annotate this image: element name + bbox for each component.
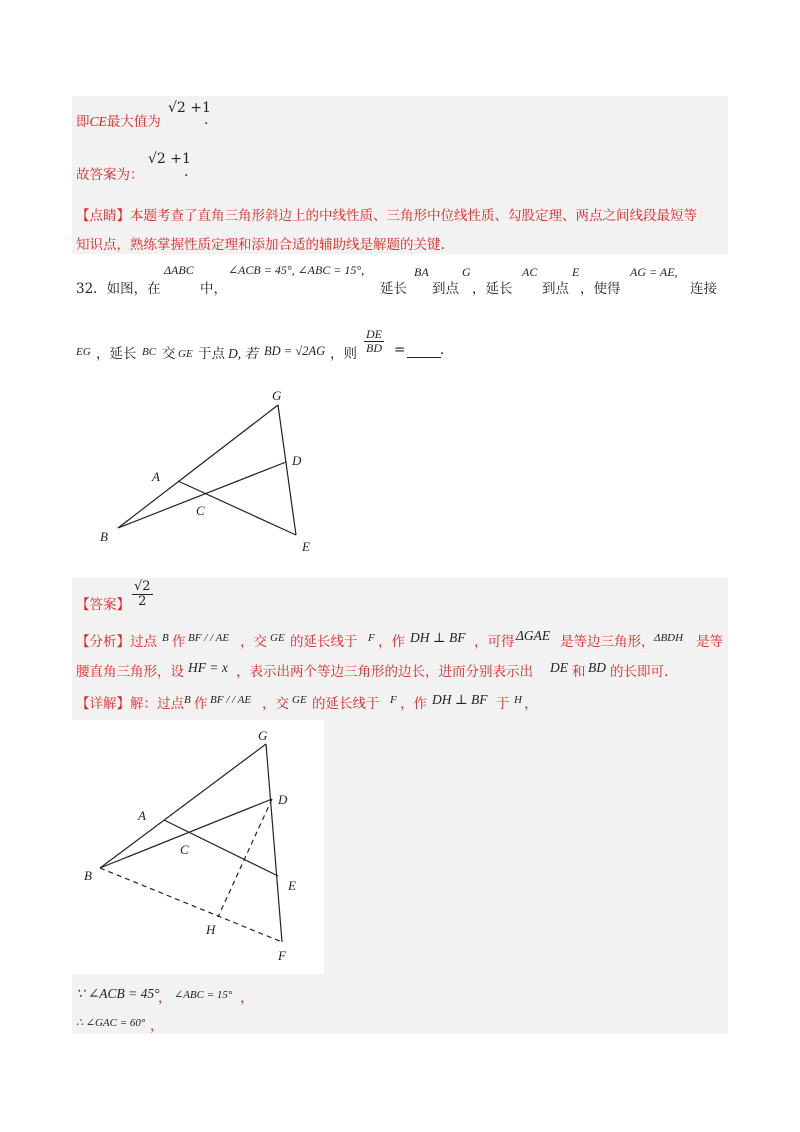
solution-line-1 (76, 110, 161, 130)
step1-end: ， (240, 990, 254, 1006)
analysis-p6: ，可得 (474, 634, 515, 650)
problem-extend1: 延长 (380, 281, 407, 297)
analysis-p1: 过点 (130, 634, 157, 650)
label-e: E (302, 539, 310, 554)
analysis-p9: 腰直角三角形，设 (76, 664, 184, 680)
fraction-denominator: BD (366, 340, 382, 355)
problem-meet: 交 (162, 346, 176, 362)
fraction-numerator: DE (366, 327, 382, 341)
label-c: C (196, 503, 205, 518)
problem-extend3: ，延长 (96, 346, 137, 362)
line2-value: √2 +1 (148, 151, 191, 167)
detail-b: B (184, 694, 191, 706)
problem-d-if: D, 若 (228, 346, 258, 361)
detail-p4: 的延长线于 (312, 696, 380, 712)
line1-prefix: 即 (76, 114, 90, 130)
line1-mid: 最大值为 (106, 114, 161, 130)
problem-ba: BA (414, 265, 429, 279)
problem-eq: AG = AE, (630, 265, 678, 279)
problem-g: G (462, 265, 471, 279)
analysis-p3: ，交 (240, 634, 267, 650)
detail-f: F (390, 694, 397, 706)
analysis-f: F (368, 632, 375, 644)
problem-make: ，使得 (580, 281, 621, 297)
analysis-p5: ，作 (378, 634, 405, 650)
step1-b: ∠ABC = 15° (174, 989, 233, 1001)
analysis-p12: 的长即可. (610, 664, 669, 680)
analysis-bf-ae: BF / / AE (188, 632, 230, 644)
problem-eg: EG (76, 346, 91, 358)
problem-to2: 到点 (542, 281, 569, 297)
problem-bd-eq: BD = √2AG (264, 344, 326, 358)
label-d: D (278, 792, 288, 807)
problem-to1: 到点 (432, 281, 459, 297)
problem-then: ，则 (330, 346, 357, 362)
analysis-p2: 作 (172, 634, 186, 650)
detail-p1: 解：过点 (130, 696, 184, 712)
problem-line-2 (76, 327, 726, 372)
analysis-hf: HF = x (188, 660, 228, 675)
step2: ∴ ∠GAC = 60° (76, 1017, 146, 1029)
label-h: H (206, 922, 216, 937)
detail-tag: 【详解】 (76, 696, 130, 712)
comment-tag: 【点睛】 (76, 208, 130, 224)
label-b: B (84, 868, 92, 883)
analysis-dh-bf: DH ⊥ BF (410, 630, 466, 645)
problem-e: E (572, 265, 580, 279)
comment-line-1 (76, 204, 726, 224)
step1-a: ∵ ∠ACB = 45° (76, 986, 160, 1001)
detail-dh-bf: DH ⊥ BF (432, 692, 488, 707)
answer-tag: 【答案】 (76, 597, 130, 613)
label-e: E (288, 878, 296, 893)
comment-text-1: 本题考查了直角三角形斜边上的中线性质、三角形中位线性质、勾股定理、两点之间线段最短等 (130, 208, 697, 224)
answer-fraction (132, 580, 153, 608)
detail-p2: 作 (194, 696, 208, 712)
detail-p7: ， (524, 696, 538, 712)
problem-end: . (440, 342, 445, 358)
label-a: A (138, 808, 146, 823)
diagram-2 (72, 720, 324, 974)
problem-bc: BC (142, 346, 157, 358)
answer-denominator: 2 (138, 593, 147, 609)
analysis-p8: 是等 (696, 634, 723, 650)
problem-number: 32．如图，在 (76, 281, 161, 297)
answer-blank (407, 356, 441, 358)
analysis-ge: GE (270, 632, 285, 644)
step1-sep: ， (158, 990, 172, 1006)
problem-connect: 连接 (690, 281, 717, 297)
label-g: G (272, 388, 282, 403)
analysis-b: B (162, 632, 169, 644)
analysis-tag: 【分析】 (76, 634, 130, 650)
analysis-line-1 (76, 630, 726, 652)
label-g: G (258, 728, 268, 743)
label-a: A (152, 469, 160, 484)
step-line-2 (76, 1014, 716, 1034)
step2-end: ， (150, 1018, 164, 1034)
line1-value: √2 +1 (168, 100, 211, 116)
problem-at: 于点 (198, 346, 225, 362)
problem-ac: AC (522, 265, 538, 279)
label-d: D (292, 453, 302, 468)
segment-bd (118, 462, 286, 528)
problem-in: 中， (200, 281, 227, 297)
analysis-de: DE (550, 660, 568, 675)
detail-ge: GE (292, 694, 307, 706)
segment-gf (266, 744, 282, 942)
segment-gf (278, 405, 296, 535)
detail-p3: ，交 (262, 696, 289, 712)
detail-p6: 于 (496, 696, 510, 712)
label-b: B (100, 529, 108, 544)
analysis-p11: 和 (572, 664, 586, 680)
comment-line-2: 知识点，熟练掌握性质定理和添加合适的辅助线是解题的关键. (76, 237, 445, 253)
problem-ge: GE (178, 348, 193, 360)
analysis-bd: BD (588, 660, 606, 675)
detail-h: H (514, 694, 522, 706)
problem-line-1 (76, 263, 726, 313)
line2-end: . (184, 164, 189, 180)
problem-angles: ∠ACB = 45°, ∠ABC = 15°, (228, 263, 365, 277)
detail-line (76, 692, 726, 714)
segment-bd (100, 799, 272, 868)
analysis-gae: ΔGAE (516, 628, 551, 643)
analysis-p4: 的延长线于 (290, 634, 358, 650)
analysis-p7: 是等边三角形， (560, 634, 655, 650)
label-f: F (278, 948, 286, 963)
label-c: C (180, 842, 189, 857)
detail-p5: ，作 (400, 696, 427, 712)
segment-dh-dashed (218, 799, 272, 917)
problem-equals: = (394, 342, 406, 358)
analysis-p10: ，表示出两个等边三角形的边长，进而分别表示出 (236, 664, 533, 680)
segment-bf-dashed (100, 868, 282, 942)
problem-extend2: ，延长 (472, 281, 513, 297)
diagram-1 (90, 385, 340, 560)
solution-line-2: 故答案为： (76, 167, 144, 183)
step-line-1 (76, 986, 716, 1006)
analysis-bdh: ΔBDH (654, 632, 684, 644)
answer-numerator: √2 (134, 579, 151, 594)
detail-bf-ae: BF / / AE (210, 694, 252, 706)
solution-top-block (72, 96, 728, 254)
analysis-line-2 (76, 660, 726, 682)
problem-fraction (364, 328, 384, 354)
line1-end: . (204, 112, 209, 128)
line1-var: CE (89, 114, 107, 129)
problem-triangle: ΔABC (164, 263, 194, 277)
